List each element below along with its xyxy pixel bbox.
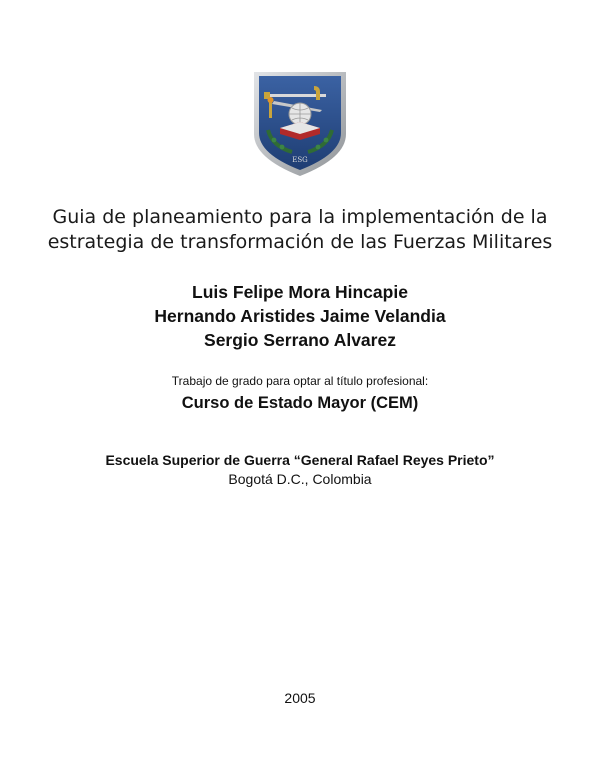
degree-intro: Trabajo de grado para optar al título profesional:	[171, 374, 429, 388]
author-name: Hernando Aristides Jaime Velandia	[154, 306, 446, 326]
publication-year: 2005	[284, 690, 316, 706]
author-name: Luis Felipe Mora Hincapie	[192, 282, 408, 302]
document-title	[0, 205, 600, 255]
svg-text:ESG: ESG	[292, 156, 308, 164]
author-name: Sergio Serrano Alvarez	[204, 330, 396, 350]
author-list	[0, 280, 600, 352]
title-line-1: Guia de planeamiento para la implementación de la	[52, 206, 548, 228]
institution-name: Escuela Superior de Guerra “General Rafael Reyes Prieto”	[105, 452, 495, 468]
degree-name: Curso de Estado Mayor (CEM)	[181, 394, 419, 412]
institution-location: Bogotá D.C., Colombia	[228, 471, 372, 487]
title-line-2: estrategia de transformación de las Fuerzas Militares	[47, 231, 553, 253]
military-school-crest-icon	[252, 70, 348, 178]
